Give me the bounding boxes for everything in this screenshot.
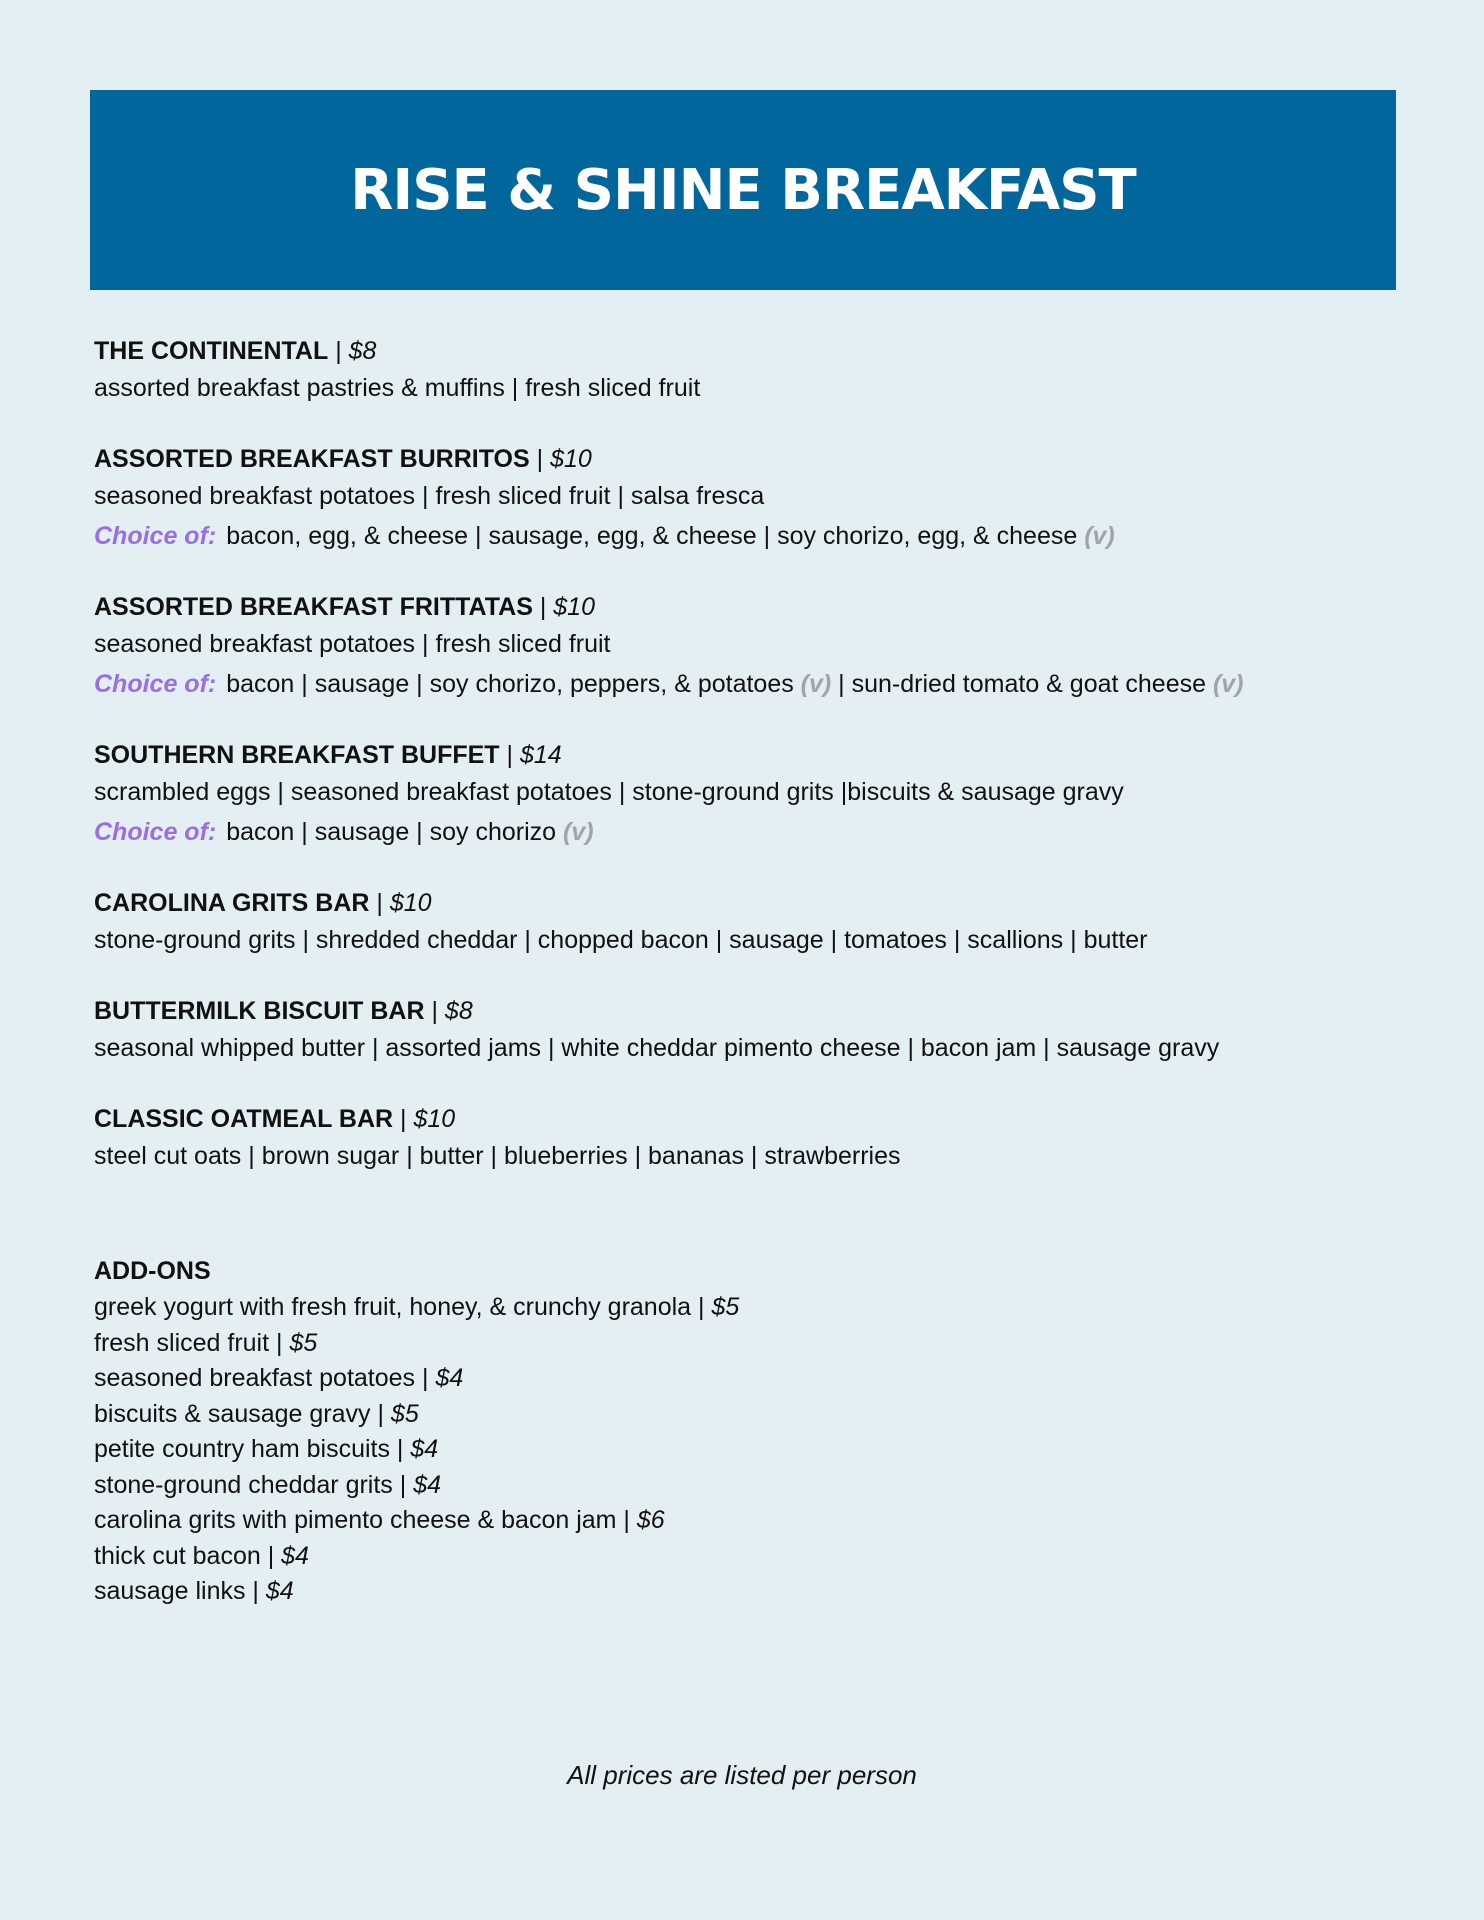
choice-label: Choice of:	[94, 818, 217, 846]
section-description: scrambled eggs | seasoned breakfast potatoes | stone-ground grits |biscuits & sausage gravy	[94, 778, 1124, 806]
section-description: assorted breakfast pastries & muffins | fresh sliced fruit	[94, 374, 701, 402]
vegetarian-marker: (v)	[1212, 670, 1244, 698]
addon-name: greek yogurt with fresh fruit, honey, & crunchy granola |	[94, 1293, 712, 1321]
section-price: $8	[444, 997, 473, 1025]
addon-item	[94, 1326, 1414, 1362]
addon-item	[94, 1468, 1414, 1504]
choice-options: | sun-dried tomato & goat cheese	[831, 670, 1213, 698]
addon-price: $5	[711, 1293, 740, 1321]
menu-section	[94, 884, 1414, 958]
menu-section	[94, 992, 1414, 1066]
section-title-line	[94, 736, 1414, 774]
choice-label: Choice of:	[94, 670, 217, 698]
menu-content	[94, 332, 1414, 1610]
menu-section	[94, 736, 1414, 850]
addons-section	[94, 1252, 1414, 1610]
choice-label: Choice of:	[94, 522, 217, 550]
choice-line	[94, 518, 1414, 554]
menu-title: RISE & SHINE BREAKFAST	[350, 157, 1136, 223]
section-name: ASSORTED BREAKFAST FRITTATAS	[94, 593, 533, 621]
choice-line	[94, 814, 1414, 850]
addons-title-line	[94, 1252, 1414, 1290]
addon-name: seasoned breakfast potatoes |	[94, 1364, 436, 1392]
choice-line	[94, 666, 1414, 702]
section-description: seasonal whipped butter | assorted jams | white cheddar pimento cheese | bacon jam | sausage gravy	[94, 1034, 1220, 1062]
section-name: SOUTHERN BREAKFAST BUFFET	[94, 741, 500, 769]
price-separator: |	[532, 593, 554, 621]
addon-name: thick cut bacon |	[94, 1541, 282, 1570]
addon-price: $6	[636, 1506, 665, 1534]
choice-options: bacon, egg, & cheese | sausage, egg, & cheese | soy chorizo, egg, & cheese	[226, 522, 1085, 550]
section-description: seasoned breakfast potatoes | fresh sliced fruit	[94, 630, 611, 658]
vegetarian-marker: (v)	[563, 818, 594, 846]
addon-name: carolina grits with pimento cheese & bacon jam |	[94, 1506, 637, 1534]
price-separator: |	[424, 997, 445, 1025]
section-name: BUTTERMILK BISCUIT BAR	[94, 997, 425, 1025]
choice-options: bacon | sausage | soy chorizo, peppers, & potatoes	[226, 670, 801, 698]
addon-name: fresh sliced fruit |	[94, 1328, 290, 1357]
addons-list	[94, 1290, 1414, 1610]
addon-price: $4	[265, 1577, 294, 1605]
menu-section	[94, 1100, 1414, 1174]
price-separator: |	[328, 337, 349, 365]
addon-item	[94, 1574, 1414, 1610]
section-title-line	[94, 884, 1414, 922]
section-price: $8	[348, 337, 377, 365]
section-title-line	[94, 992, 1414, 1030]
section-name: CAROLINA GRITS BAR	[94, 889, 370, 917]
section-description: stone-ground grits | shredded cheddar | chopped bacon | sausage | tomatoes | scallions | butter	[94, 926, 1148, 954]
section-price: $14	[519, 741, 562, 769]
menu-sections	[94, 332, 1414, 1174]
addon-price: $4	[281, 1541, 309, 1570]
section-title-line	[94, 332, 1414, 370]
addon-price: $4	[410, 1435, 439, 1463]
section-description: seasoned breakfast potatoes | fresh sliced fruit | salsa fresca	[94, 482, 765, 510]
section-title-line	[94, 588, 1414, 626]
section-price: $10	[413, 1105, 456, 1133]
addon-item	[94, 1432, 1414, 1468]
addon-item	[94, 1361, 1414, 1397]
section-name: ASSORTED BREAKFAST BURRITOS	[94, 445, 530, 473]
section-price: $10	[389, 889, 432, 917]
menu-section	[94, 332, 1414, 406]
footer-note: All prices are listed per person	[567, 1760, 917, 1790]
menu-section	[94, 588, 1414, 702]
addon-price: $5	[289, 1328, 318, 1357]
addon-name: stone-ground cheddar grits |	[94, 1470, 414, 1499]
section-title-line	[94, 1100, 1414, 1138]
section-price: $10	[553, 593, 595, 621]
addon-price: $5	[390, 1399, 419, 1428]
price-separator: |	[393, 1105, 414, 1133]
menu-header-banner	[90, 90, 1396, 290]
addon-name: sausage links |	[94, 1577, 266, 1605]
addon-name: petite country ham biscuits |	[94, 1435, 411, 1463]
price-separator: |	[369, 889, 390, 917]
addon-item	[94, 1290, 1414, 1326]
section-name: CLASSIC OATMEAL BAR	[94, 1105, 394, 1133]
section-title-line	[94, 440, 1414, 478]
vegetarian-marker: (v)	[1084, 522, 1115, 550]
section-price: $10	[550, 445, 592, 473]
vegetarian-marker: (v)	[800, 670, 832, 698]
addon-item	[94, 1503, 1414, 1539]
section-description: steel cut oats | brown sugar | butter | blueberries | bananas | strawberries	[94, 1142, 901, 1170]
addon-item	[94, 1397, 1414, 1433]
addons-title: ADD-ONS	[94, 1257, 211, 1285]
addon-item	[94, 1539, 1414, 1575]
addon-name: biscuits & sausage gravy |	[94, 1399, 391, 1428]
addon-price: $4	[413, 1470, 441, 1499]
price-separator: |	[499, 741, 520, 769]
price-separator: |	[529, 445, 551, 473]
menu-section	[94, 440, 1414, 554]
choice-options: bacon | sausage | soy chorizo	[226, 818, 564, 846]
addon-price: $4	[435, 1364, 464, 1392]
section-name: THE CONTINENTAL	[94, 337, 329, 365]
